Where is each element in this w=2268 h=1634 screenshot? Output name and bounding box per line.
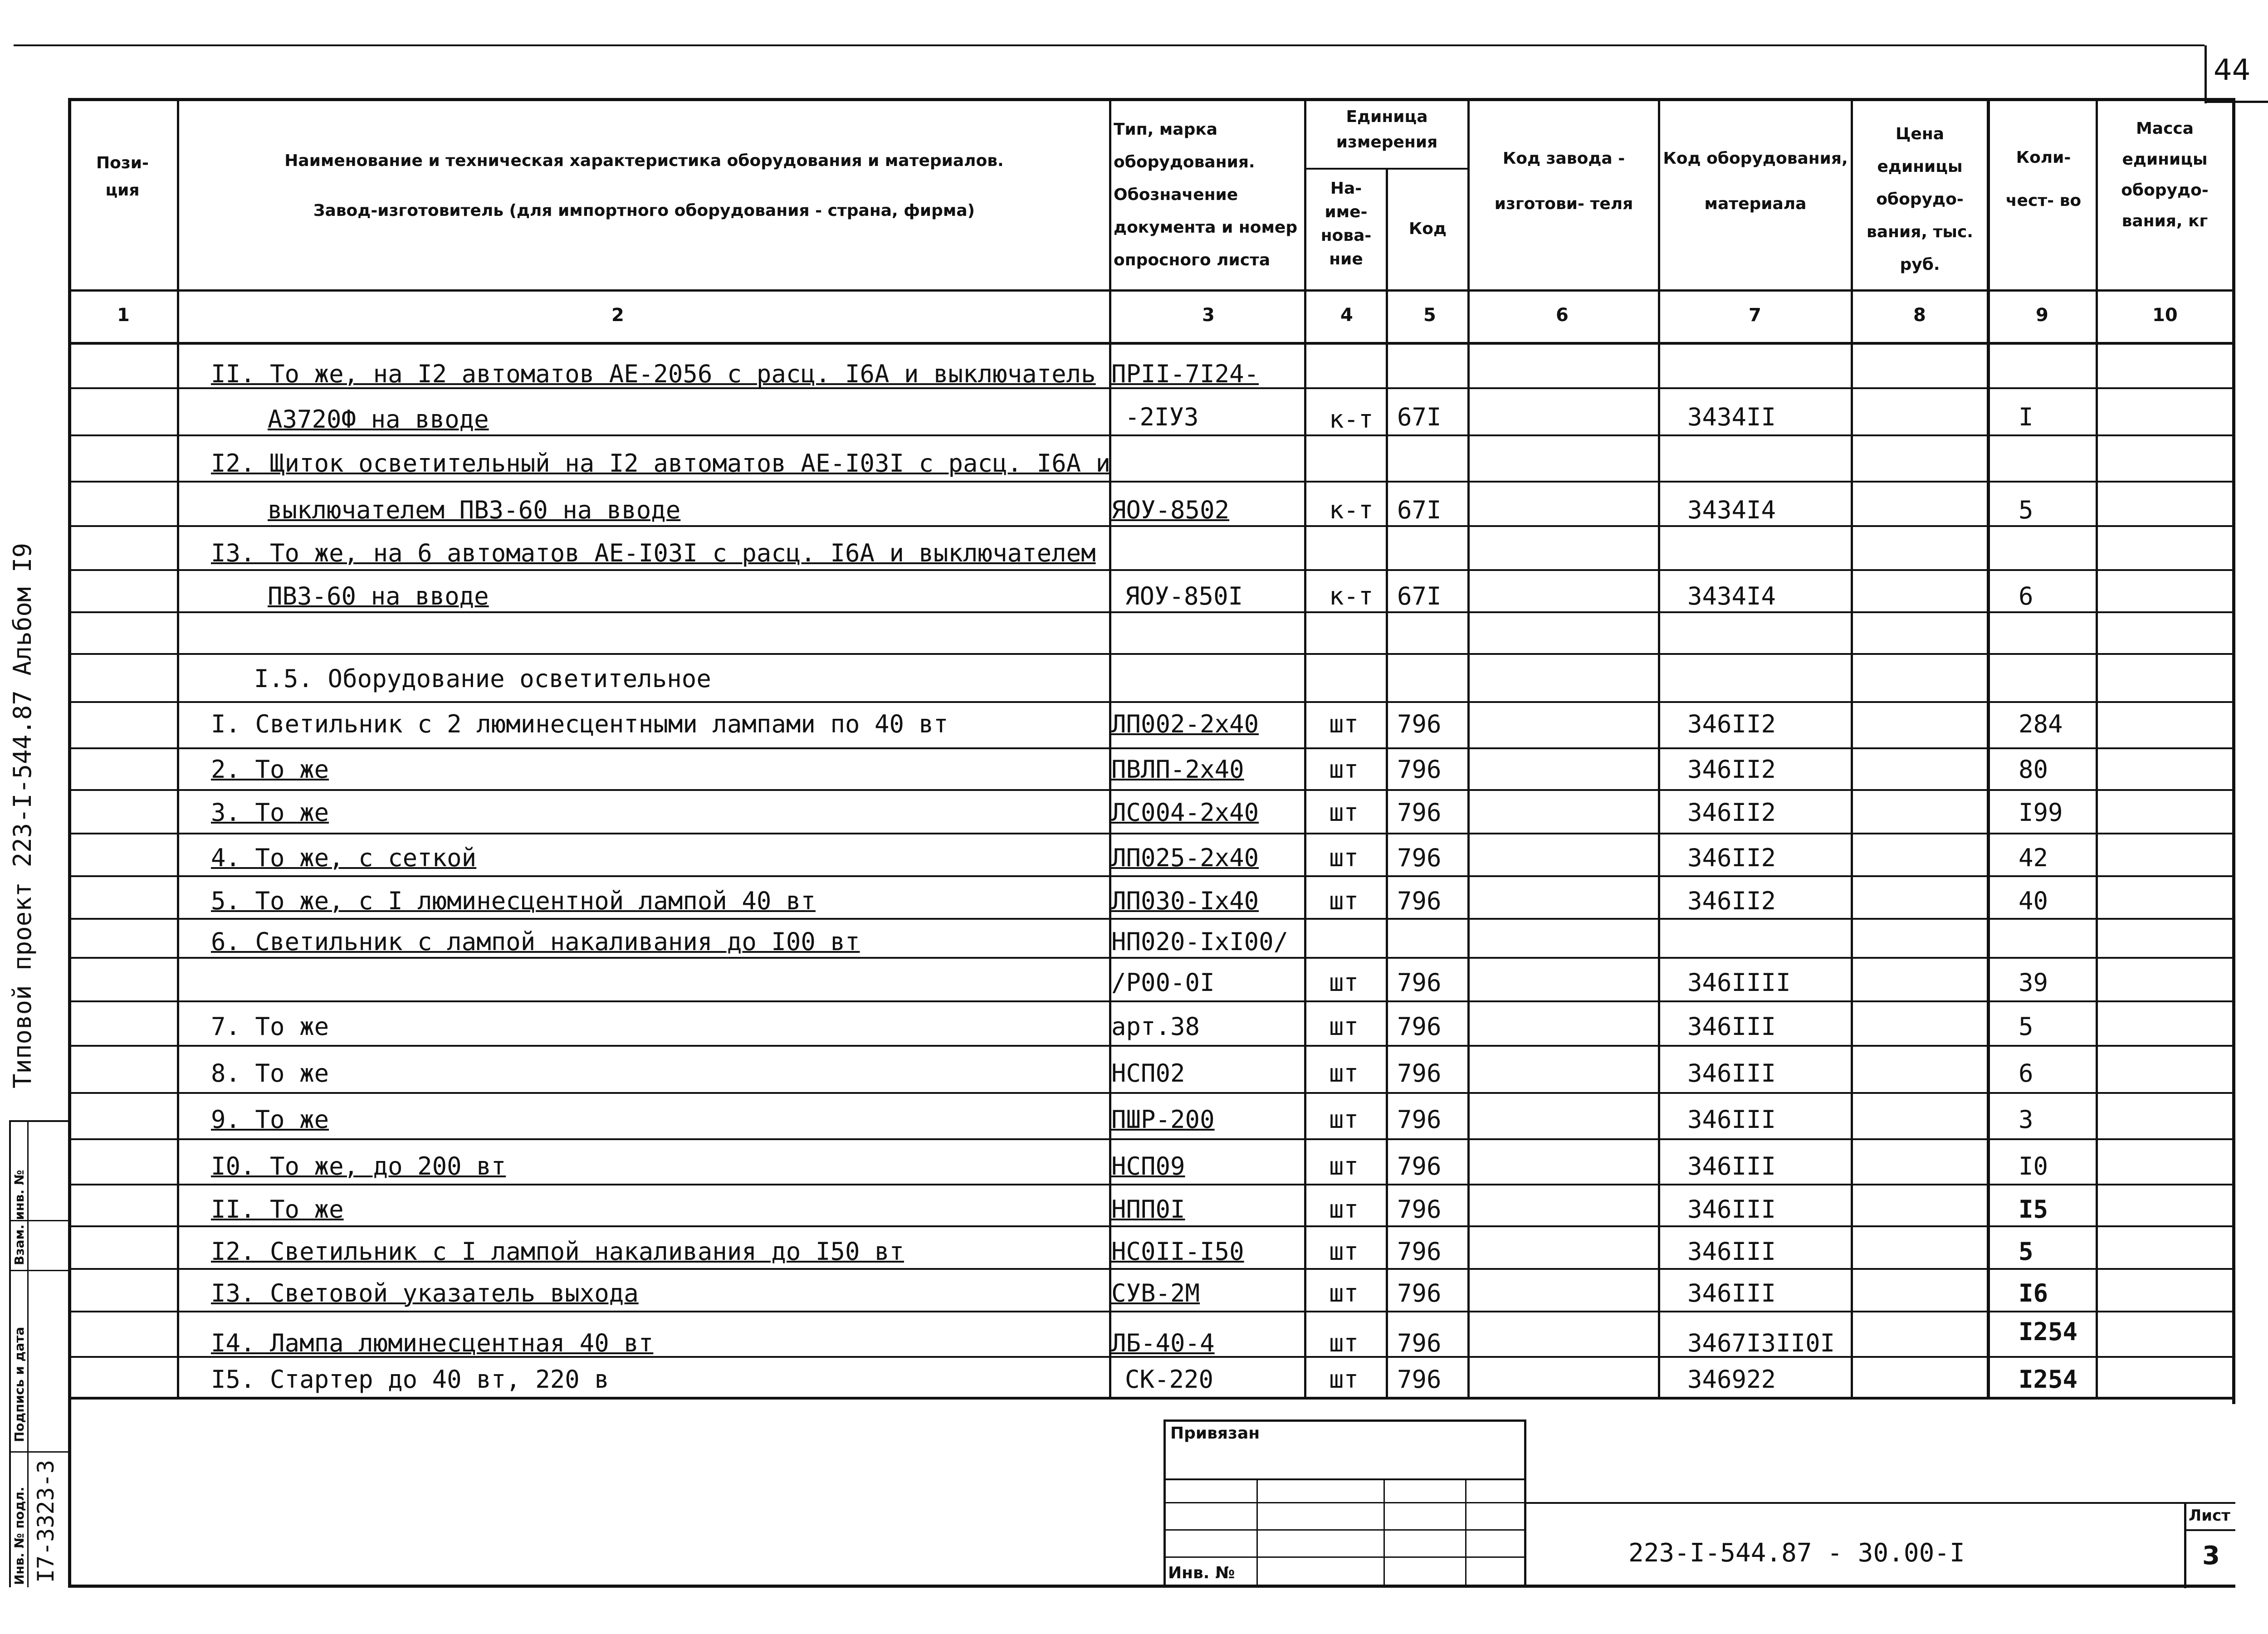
row-24-equip-code: 346922: [1687, 1365, 1776, 1394]
header-unit: Единица измерения: [1336, 107, 1438, 151]
column-number-5: 5: [1423, 305, 1436, 326]
row-10-code: 796: [1397, 755, 1442, 784]
row-17-type: НСП02: [1111, 1059, 1185, 1088]
row-14-type: НП020-IхI00/: [1111, 927, 1289, 956]
row-12-code: 796: [1397, 844, 1442, 872]
row-23-unit: шт: [1329, 1329, 1359, 1357]
sheet-number: 3: [2202, 1541, 2220, 1571]
row-18-name: 9. То же: [211, 1105, 329, 1134]
header-qty: Коли- чест- во: [2005, 148, 2082, 210]
row-19-type: НСП09: [1111, 1152, 1185, 1180]
doc-code: 223-I-544.87 - 30.00-I: [1628, 1538, 1965, 1568]
row-11-type: ЛС004-2х40: [1111, 798, 1259, 827]
row-13-qty: 40: [2019, 887, 2048, 915]
row-15-type: /Р00-0I: [1111, 968, 1215, 997]
row-17-equip-code: 346III: [1687, 1059, 1776, 1088]
row-19-qty: I0: [2019, 1152, 2048, 1180]
column-number-9: 9: [2036, 305, 2048, 326]
row-13-equip-code: 346II2: [1687, 887, 1776, 915]
row-23-code: 796: [1397, 1329, 1442, 1357]
header-mass: Масса единицы оборудо- вания, кг: [2121, 119, 2209, 230]
row-12-name: 4. То же, с сеткой: [211, 844, 477, 872]
row-9-code: 796: [1397, 710, 1442, 738]
row-4-name: выключателем ПВ3-60 на вводе: [268, 496, 681, 524]
row-6-qty: 6: [2019, 582, 2033, 610]
row-20-qty: I5: [2019, 1195, 2048, 1224]
row-6-name: ПВ3-60 на вводе: [268, 582, 489, 610]
row-24-name: I5. Стартер до 40 вт, 220 в: [211, 1365, 609, 1394]
row-16-qty: 5: [2019, 1012, 2033, 1041]
column-number-7: 7: [1749, 305, 1761, 326]
row-23-equip-code: 3467I3II0I: [1687, 1329, 1835, 1357]
inv-no-value: I7-3323-3: [33, 1460, 59, 1583]
row-2-qty: I: [2019, 403, 2033, 431]
row-23-type: ЛБ-40-4: [1111, 1329, 1215, 1357]
row-1-name: II. То же, на I2 автоматов АЕ-2056 с расц. I6А и выключатель: [211, 360, 1096, 388]
row-12-qty: 42: [2019, 844, 2048, 872]
row-22-equip-code: 346III: [1687, 1279, 1776, 1307]
sheet-label: Лист: [2189, 1507, 2230, 1525]
row-13-code: 796: [1397, 887, 1442, 915]
row-10-name: 2. То же: [211, 755, 329, 784]
row-19-code: 796: [1397, 1152, 1442, 1180]
row-21-type: НС0II-I50: [1111, 1237, 1244, 1266]
sign-date-label: Подпись и дата: [12, 1327, 27, 1442]
row-11-code: 796: [1397, 798, 1442, 827]
row-4-equip-code: 3434I4: [1687, 496, 1776, 524]
row-9-qty: 284: [2019, 710, 2063, 738]
row-16-name: 7. То же: [211, 1012, 329, 1041]
row-21-qty: 5: [2019, 1237, 2033, 1266]
row-11-qty: I99: [2019, 798, 2063, 827]
column-number-10: 10: [2152, 305, 2178, 326]
attached-label: Привязан: [1170, 1424, 1260, 1443]
row-22-type: СУВ-2М: [1111, 1279, 1200, 1307]
header-position: Пози- ция: [96, 154, 149, 200]
row-6-code: 67I: [1397, 582, 1442, 610]
row-18-type: ПШР-200: [1111, 1105, 1215, 1134]
row-15-unit: шт: [1329, 968, 1359, 997]
row-18-qty: 3: [2019, 1105, 2033, 1134]
row-6-unit: к-т: [1329, 582, 1374, 610]
row-13-name: 5. То же, с I люминесцентной лампой 40 вт: [211, 887, 816, 915]
header-name-line1: Наименование и техническая характеристика оборудования и материалов.: [284, 151, 1004, 170]
row-18-unit: шт: [1329, 1105, 1359, 1134]
row-4-qty: 5: [2019, 496, 2033, 524]
row-12-unit: шт: [1329, 844, 1359, 872]
row-15-equip-code: 346IIII: [1687, 968, 1791, 997]
row-23-name: I4. Лампа люминесцентная 40 вт: [211, 1329, 654, 1357]
row-2-name: А3720Ф на вводе: [268, 405, 489, 434]
row-20-equip-code: 346III: [1687, 1195, 1776, 1224]
row-3-name: I2. Щиток осветительный на I2 автоматов АЕ-I03I с расц. I6А и: [211, 449, 1111, 478]
row-18-equip-code: 346III: [1687, 1105, 1776, 1134]
row-12-equip-code: 346II2: [1687, 844, 1776, 872]
row-10-equip-code: 346II2: [1687, 755, 1776, 784]
column-number-1: 1: [117, 305, 130, 326]
row-4-unit: к-т: [1329, 496, 1374, 524]
row-1-type: ПРII-7I24-: [1111, 360, 1259, 388]
row-22-code: 796: [1397, 1279, 1442, 1307]
row-20-type: НПП0I: [1111, 1195, 1185, 1224]
row-4-type: ЯОУ-8502: [1111, 496, 1230, 524]
row-18-code: 796: [1397, 1105, 1442, 1134]
header-name-line2: Завод-изготовитель (для импортного оборудования - страна, фирма): [313, 201, 975, 220]
row-24-qty: I254: [2019, 1365, 2078, 1394]
row-9-name: I. Светильник с 2 люминесцентными лампами по 40 вт: [211, 710, 948, 738]
row-16-unit: шт: [1329, 1012, 1359, 1041]
header-unit-code: Код: [1408, 219, 1447, 238]
row-12-type: ЛП025-2х40: [1111, 844, 1259, 872]
album-title: Типовой проект 223-I-544.87 Альбом I9: [8, 543, 37, 1088]
header-type: Тип, марка оборудования. Обозначение документа и номер опросного листа: [1114, 120, 1298, 269]
row-19-equip-code: 346III: [1687, 1152, 1776, 1180]
row-19-name: I0. То же, до 200 вт: [211, 1152, 506, 1180]
row-9-type: ЛП002-2х40: [1111, 710, 1259, 738]
row-17-unit: шт: [1329, 1059, 1359, 1088]
column-number-2: 2: [611, 305, 624, 326]
row-17-name: 8. То же: [211, 1059, 329, 1088]
stamp-inv-label: Инв. №: [1168, 1564, 1235, 1582]
row-14-name: 6. Светильник с лампой накаливания до I00 вт: [211, 927, 860, 956]
row-15-qty: 39: [2019, 968, 2048, 997]
row-10-qty: 80: [2019, 755, 2048, 784]
column-number-4: 4: [1340, 305, 1353, 326]
row-2-type: -2IУ3: [1125, 403, 1199, 431]
column-number-6: 6: [1556, 305, 1569, 326]
header-unit-name: На- име- нова- ние: [1320, 179, 1372, 268]
row-20-code: 796: [1397, 1195, 1442, 1224]
row-6-equip-code: 3434I4: [1687, 582, 1776, 610]
row-2-code: 67I: [1397, 403, 1442, 431]
row-17-code: 796: [1397, 1059, 1442, 1088]
row-13-type: ЛП030-Iх40: [1111, 887, 1259, 915]
row-22-qty: I6: [2019, 1279, 2048, 1307]
row-16-equip-code: 346III: [1687, 1012, 1776, 1041]
row-10-type: ПВЛП-2х40: [1111, 755, 1244, 784]
row-22-unit: шт: [1329, 1279, 1359, 1307]
corner-sheet-number: 44: [2214, 54, 2251, 87]
header-plant-code: Код завода - изготови- теля: [1494, 149, 1633, 213]
row-21-equip-code: 346III: [1687, 1237, 1776, 1266]
row-16-type: арт.38: [1111, 1012, 1200, 1041]
row-6-type: ЯОУ-850I: [1125, 582, 1243, 610]
row-20-name: II. То же: [211, 1195, 344, 1224]
column-number-8: 8: [1913, 305, 1926, 326]
row-19-unit: шт: [1329, 1152, 1359, 1180]
row-21-unit: шт: [1329, 1237, 1359, 1266]
column-number-3: 3: [1202, 305, 1215, 326]
row-24-unit: шт: [1329, 1365, 1359, 1394]
row-17-qty: 6: [2019, 1059, 2033, 1088]
row-23-qty: I254: [2019, 1317, 2078, 1346]
row-21-name: I2. Светильник с I лампой накаливания до I50 вт: [211, 1237, 904, 1266]
row-24-type: СК-220: [1125, 1365, 1214, 1394]
header-price: Цена единицы оборудо- вания, тыс. руб.: [1867, 125, 1973, 274]
row-11-name: 3. То же: [211, 798, 329, 827]
row-16-code: 796: [1397, 1012, 1442, 1041]
row-11-unit: шт: [1329, 798, 1359, 827]
row-20-unit: шт: [1329, 1195, 1359, 1224]
row-24-code: 796: [1397, 1365, 1442, 1394]
row-5-name: I3. То же, на 6 автоматов АЕ-I03I с расц. I6А и выключателем: [211, 539, 1096, 567]
row-22-name: I3. Световой указатель выхода: [211, 1279, 639, 1307]
row-9-equip-code: 346II2: [1687, 710, 1776, 738]
row-11-equip-code: 346II2: [1687, 798, 1776, 827]
inv-no-label: Инв. № подл.: [12, 1487, 27, 1585]
row-10-unit: шт: [1329, 755, 1359, 784]
row-2-equip-code: 3434II: [1687, 403, 1776, 431]
row-4-code: 67I: [1397, 496, 1442, 524]
row-13-unit: шт: [1329, 887, 1359, 915]
row-9-unit: шт: [1329, 710, 1359, 738]
section-heading: I.5. Оборудование осветительное: [254, 664, 711, 693]
replace-inv-label: Взам. инв. №: [12, 1170, 27, 1265]
header-equip-code: Код оборудования, материала: [1663, 149, 1848, 213]
row-2-unit: к-т: [1329, 405, 1374, 434]
row-15-code: 796: [1397, 968, 1442, 997]
row-21-code: 796: [1397, 1237, 1442, 1266]
